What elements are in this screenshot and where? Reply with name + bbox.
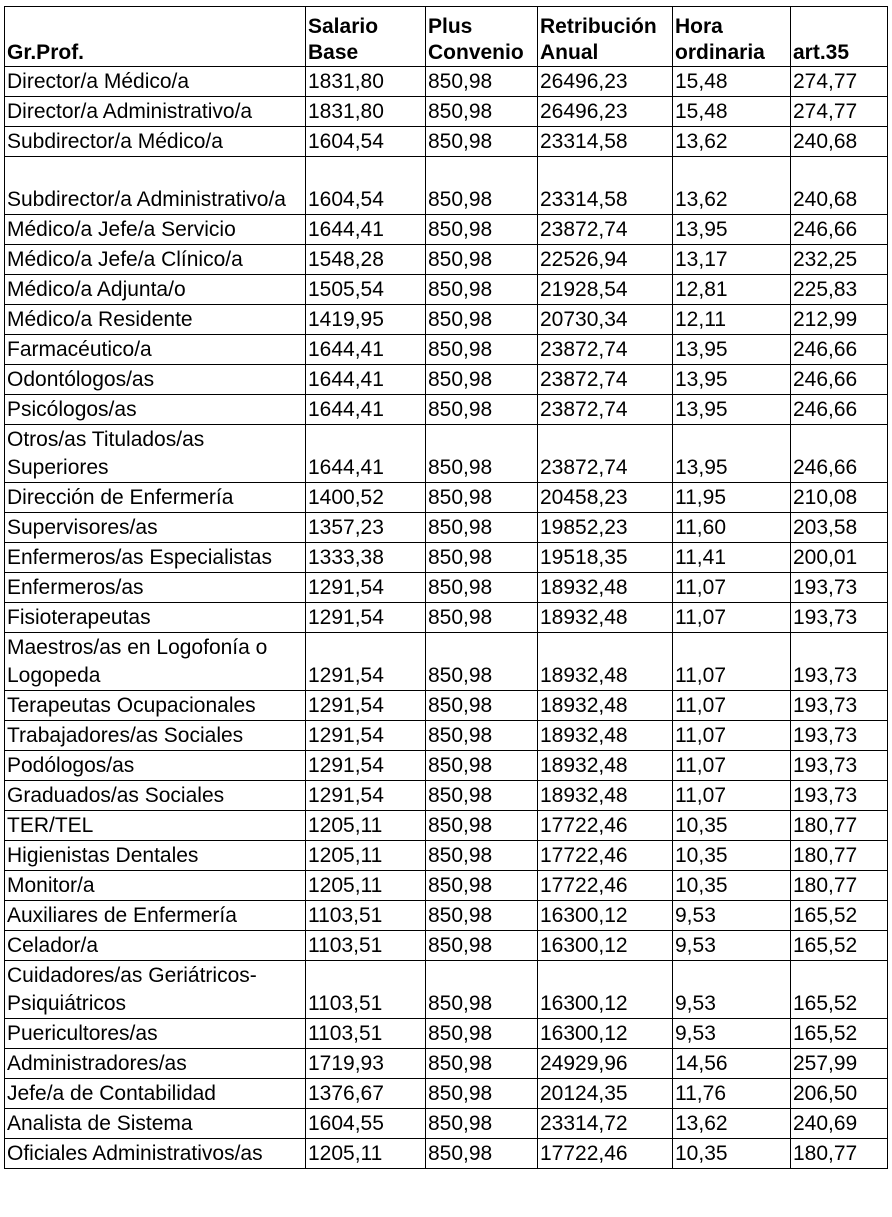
cell-salario-base: 1400,52 [306,483,426,513]
header-line: Base [308,41,359,64]
cell-salario-base: 1644,41 [306,215,426,245]
table-row [5,961,888,1019]
cell-hora-ordinaria: 12,81 [673,275,791,305]
cell-retribucion-anual: 18932,48 [538,781,673,811]
cell-gr-prof: Médico/a Residente [5,305,306,335]
salary-table-body [5,67,888,1169]
cell-gr-prof: Oficiales Administrativos/as [5,1139,306,1169]
header-line: Plus [428,15,473,38]
cell-plus-convenio: 850,98 [426,931,538,961]
cell-art35: 165,52 [791,901,888,931]
cell-plus-convenio: 850,98 [426,573,538,603]
cell-hora-ordinaria: 10,35 [673,1139,791,1169]
cell-salario-base: 1604,54 [306,127,426,157]
cell-plus-convenio: 850,98 [426,245,538,275]
cell-gr-prof: Odontólogos/as [5,365,306,395]
table-row [5,871,888,901]
cell-salario-base: 1719,93 [306,1049,426,1079]
cell-art35: 193,73 [791,573,888,603]
cell-hora-ordinaria: 11,07 [673,781,791,811]
cell-salario-base: 1291,54 [306,603,426,633]
cell-retribucion-anual: 24929,96 [538,1049,673,1079]
table-row [5,157,888,215]
cell-gr-prof: Maestros/as en Logofonía o Logopeda [5,633,306,691]
cell-retribucion-anual: 23314,58 [538,157,673,215]
cell-art35: 246,66 [791,335,888,365]
cell-hora-ordinaria: 10,35 [673,841,791,871]
cell-gr-prof: Dirección de Enfermería [5,483,306,513]
cell-gr-prof: TER/TEL [5,811,306,841]
cell-art35: 193,73 [791,751,888,781]
cell-gr-prof: Administradores/as [5,1049,306,1079]
cell-art35: 180,77 [791,841,888,871]
header-gr-prof [5,7,306,67]
table-row [5,1019,888,1049]
cell-gr-prof: Otros/as Titulados/as Superiores [5,425,306,483]
cell-art35: 180,77 [791,1139,888,1169]
cell-art35: 246,66 [791,395,888,425]
cell-salario-base: 1291,54 [306,721,426,751]
cell-hora-ordinaria: 11,76 [673,1079,791,1109]
header-retribucion-anual [538,7,673,67]
cell-art35: 212,99 [791,305,888,335]
header-line: Anual [540,41,599,64]
table-row [5,1139,888,1169]
table-row [5,543,888,573]
cell-hora-ordinaria: 11,07 [673,603,791,633]
table-row [5,1109,888,1139]
cell-gr-prof: Higienistas Dentales [5,841,306,871]
cell-hora-ordinaria: 10,35 [673,811,791,841]
cell-plus-convenio: 850,98 [426,961,538,1019]
cell-plus-convenio: 850,98 [426,305,538,335]
cell-gr-prof: Médico/a Jefe/a Servicio [5,215,306,245]
cell-hora-ordinaria: 11,07 [673,633,791,691]
cell-gr-prof: Trabajadores/as Sociales [5,721,306,751]
cell-art35: 193,73 [791,691,888,721]
cell-salario-base: 1291,54 [306,781,426,811]
cell-retribucion-anual: 26496,23 [538,97,673,127]
header-line: art.35 [793,41,850,64]
cell-art35: 193,73 [791,721,888,751]
table-row [5,691,888,721]
cell-gr-prof: Subdirector/a Administrativo/a [5,157,306,215]
cell-plus-convenio: 850,98 [426,1139,538,1169]
cell-plus-convenio: 850,98 [426,157,538,215]
cell-hora-ordinaria: 9,53 [673,901,791,931]
salary-table-header [5,7,888,67]
cell-hora-ordinaria: 13,95 [673,425,791,483]
cell-gr-prof: Terapeutas Ocupacionales [5,691,306,721]
table-row [5,425,888,483]
cell-gr-prof: Subdirector/a Médico/a [5,127,306,157]
cell-hora-ordinaria: 13,62 [673,157,791,215]
cell-retribucion-anual: 16300,12 [538,901,673,931]
cell-art35: 240,68 [791,157,888,215]
cell-retribucion-anual: 18932,48 [538,633,673,691]
cell-salario-base: 1103,51 [306,1019,426,1049]
cell-art35: 240,69 [791,1109,888,1139]
cell-retribucion-anual: 17722,46 [538,811,673,841]
cell-salario-base: 1644,41 [306,365,426,395]
cell-plus-convenio: 850,98 [426,841,538,871]
cell-hora-ordinaria: 11,07 [673,721,791,751]
table-row [5,127,888,157]
header-row [5,7,888,67]
cell-retribucion-anual: 21928,54 [538,275,673,305]
cell-plus-convenio: 850,98 [426,215,538,245]
table-row [5,633,888,691]
cell-salario-base: 1644,41 [306,395,426,425]
header-line: Gr.Prof. [7,41,85,64]
cell-salario-base: 1376,67 [306,1079,426,1109]
cell-salario-base: 1205,11 [306,841,426,871]
cell-hora-ordinaria: 15,48 [673,97,791,127]
cell-plus-convenio: 850,98 [426,751,538,781]
table-row [5,365,888,395]
cell-hora-ordinaria: 13,95 [673,365,791,395]
cell-hora-ordinaria: 9,53 [673,1019,791,1049]
table-row [5,841,888,871]
cell-salario-base: 1644,41 [306,425,426,483]
cell-plus-convenio: 850,98 [426,691,538,721]
cell-plus-convenio: 850,98 [426,1019,538,1049]
table-row [5,513,888,543]
cell-retribucion-anual: 23872,74 [538,335,673,365]
table-row [5,305,888,335]
cell-hora-ordinaria: 13,95 [673,335,791,365]
cell-gr-prof: Médico/a Adjunta/o [5,275,306,305]
cell-hora-ordinaria: 9,53 [673,931,791,961]
cell-hora-ordinaria: 12,11 [673,305,791,335]
cell-plus-convenio: 850,98 [426,127,538,157]
cell-salario-base: 1604,55 [306,1109,426,1139]
cell-salario-base: 1291,54 [306,573,426,603]
header-plus-convenio [426,7,538,67]
cell-retribucion-anual: 20124,35 [538,1079,673,1109]
cell-art35: 257,99 [791,1049,888,1079]
cell-gr-prof: Enfermeros/as Especialistas [5,543,306,573]
cell-hora-ordinaria: 13,17 [673,245,791,275]
cell-art35: 165,52 [791,931,888,961]
cell-art35: 246,66 [791,425,888,483]
cell-plus-convenio: 850,98 [426,633,538,691]
cell-salario-base: 1291,54 [306,633,426,691]
cell-gr-prof: Analista de Sistema [5,1109,306,1139]
cell-salario-base: 1419,95 [306,305,426,335]
cell-retribucion-anual: 19852,23 [538,513,673,543]
table-row [5,811,888,841]
cell-gr-prof: Monitor/a [5,871,306,901]
cell-retribucion-anual: 16300,12 [538,961,673,1019]
cell-plus-convenio: 850,98 [426,335,538,365]
cell-salario-base: 1103,51 [306,961,426,1019]
cell-art35: 246,66 [791,215,888,245]
cell-salario-base: 1604,54 [306,157,426,215]
cell-retribucion-anual: 18932,48 [538,751,673,781]
cell-art35: 165,52 [791,961,888,1019]
cell-art35: 232,25 [791,245,888,275]
cell-plus-convenio: 850,98 [426,1079,538,1109]
cell-plus-convenio: 850,98 [426,483,538,513]
cell-gr-prof: Director/a Administrativo/a [5,97,306,127]
cell-retribucion-anual: 20730,34 [538,305,673,335]
cell-gr-prof: Enfermeros/as [5,573,306,603]
cell-salario-base: 1644,41 [306,335,426,365]
cell-art35: 193,73 [791,633,888,691]
cell-retribucion-anual: 17722,46 [538,871,673,901]
cell-hora-ordinaria: 11,60 [673,513,791,543]
cell-plus-convenio: 850,98 [426,543,538,573]
cell-salario-base: 1103,51 [306,901,426,931]
cell-hora-ordinaria: 11,95 [673,483,791,513]
cell-hora-ordinaria: 15,48 [673,67,791,97]
cell-plus-convenio: 850,98 [426,1049,538,1079]
cell-salario-base: 1291,54 [306,751,426,781]
cell-hora-ordinaria: 11,07 [673,751,791,781]
table-row [5,215,888,245]
cell-plus-convenio: 850,98 [426,781,538,811]
cell-hora-ordinaria: 11,41 [673,543,791,573]
table-row [5,97,888,127]
cell-salario-base: 1505,54 [306,275,426,305]
cell-hora-ordinaria: 14,56 [673,1049,791,1079]
header-hora-ordinaria [673,7,791,67]
cell-art35: 193,73 [791,603,888,633]
cell-retribucion-anual: 19518,35 [538,543,673,573]
cell-gr-prof: Cuidadores/as Geriátricos-Psiquiátricos [5,961,306,1019]
cell-retribucion-anual: 23872,74 [538,215,673,245]
cell-gr-prof: Celador/a [5,931,306,961]
cell-retribucion-anual: 22526,94 [538,245,673,275]
cell-retribucion-anual: 18932,48 [538,721,673,751]
table-row [5,781,888,811]
cell-gr-prof: Auxiliares de Enfermería [5,901,306,931]
cell-gr-prof: Fisioterapeutas [5,603,306,633]
cell-gr-prof: Jefe/a de Contabilidad [5,1079,306,1109]
cell-gr-prof: Puericultores/as [5,1019,306,1049]
table-row [5,245,888,275]
header-line: Convenio [428,41,524,64]
cell-plus-convenio: 850,98 [426,365,538,395]
table-row [5,335,888,365]
cell-art35: 274,77 [791,97,888,127]
cell-retribucion-anual: 20458,23 [538,483,673,513]
cell-art35: 180,77 [791,871,888,901]
cell-gr-prof: Supervisores/as [5,513,306,543]
cell-retribucion-anual: 16300,12 [538,931,673,961]
cell-plus-convenio: 850,98 [426,275,538,305]
cell-gr-prof: Farmacéutico/a [5,335,306,365]
cell-art35: 180,77 [791,811,888,841]
cell-plus-convenio: 850,98 [426,395,538,425]
cell-art35: 210,08 [791,483,888,513]
header-salario-base [306,7,426,67]
cell-retribucion-anual: 26496,23 [538,67,673,97]
header-art35 [791,7,888,67]
cell-hora-ordinaria: 9,53 [673,961,791,1019]
cell-retribucion-anual: 23872,74 [538,395,673,425]
table-row [5,1049,888,1079]
table-row [5,603,888,633]
cell-art35: 240,68 [791,127,888,157]
cell-art35: 246,66 [791,365,888,395]
cell-art35: 203,58 [791,513,888,543]
table-row [5,395,888,425]
cell-retribucion-anual: 17722,46 [538,841,673,871]
cell-plus-convenio: 850,98 [426,603,538,633]
cell-salario-base: 1103,51 [306,931,426,961]
cell-retribucion-anual: 23314,58 [538,127,673,157]
cell-salario-base: 1357,23 [306,513,426,543]
table-row [5,67,888,97]
table-row [5,573,888,603]
cell-retribucion-anual: 23872,74 [538,365,673,395]
cell-retribucion-anual: 23314,72 [538,1109,673,1139]
cell-hora-ordinaria: 13,95 [673,395,791,425]
cell-salario-base: 1831,80 [306,67,426,97]
header-line: Retribución [540,15,657,38]
cell-art35: 165,52 [791,1019,888,1049]
table-row [5,275,888,305]
cell-plus-convenio: 850,98 [426,901,538,931]
cell-plus-convenio: 850,98 [426,97,538,127]
cell-hora-ordinaria: 11,07 [673,691,791,721]
cell-gr-prof: Graduados/as Sociales [5,781,306,811]
cell-hora-ordinaria: 10,35 [673,871,791,901]
cell-plus-convenio: 850,98 [426,1109,538,1139]
table-row [5,483,888,513]
cell-plus-convenio: 850,98 [426,513,538,543]
cell-plus-convenio: 850,98 [426,871,538,901]
cell-hora-ordinaria: 13,62 [673,127,791,157]
cell-salario-base: 1205,11 [306,1139,426,1169]
header-line: Salario [308,15,379,38]
cell-salario-base: 1205,11 [306,811,426,841]
table-row [5,1079,888,1109]
cell-plus-convenio: 850,98 [426,811,538,841]
header-line: ordinaria [675,41,765,64]
cell-retribucion-anual: 16300,12 [538,1019,673,1049]
cell-retribucion-anual: 18932,48 [538,603,673,633]
cell-plus-convenio: 850,98 [426,721,538,751]
table-row [5,751,888,781]
cell-salario-base: 1205,11 [306,871,426,901]
cell-retribucion-anual: 17722,46 [538,1139,673,1169]
cell-plus-convenio: 850,98 [426,67,538,97]
table-row [5,931,888,961]
salary-table [4,6,888,1169]
cell-salario-base: 1831,80 [306,97,426,127]
cell-salario-base: 1333,38 [306,543,426,573]
table-row [5,901,888,931]
cell-gr-prof: Director/a Médico/a [5,67,306,97]
header-line: Hora [675,15,723,38]
cell-gr-prof: Podólogos/as [5,751,306,781]
cell-salario-base: 1291,54 [306,691,426,721]
cell-art35: 274,77 [791,67,888,97]
cell-gr-prof: Médico/a Jefe/a Clínico/a [5,245,306,275]
cell-plus-convenio: 850,98 [426,425,538,483]
cell-gr-prof: Psicólogos/as [5,395,306,425]
cell-retribucion-anual: 18932,48 [538,691,673,721]
table-row [5,721,888,751]
cell-art35: 193,73 [791,781,888,811]
cell-art35: 225,83 [791,275,888,305]
cell-hora-ordinaria: 13,62 [673,1109,791,1139]
cell-art35: 200,01 [791,543,888,573]
cell-salario-base: 1548,28 [306,245,426,275]
cell-hora-ordinaria: 11,07 [673,573,791,603]
cell-hora-ordinaria: 13,95 [673,215,791,245]
cell-art35: 206,50 [791,1079,888,1109]
cell-retribucion-anual: 18932,48 [538,573,673,603]
cell-retribucion-anual: 23872,74 [538,425,673,483]
